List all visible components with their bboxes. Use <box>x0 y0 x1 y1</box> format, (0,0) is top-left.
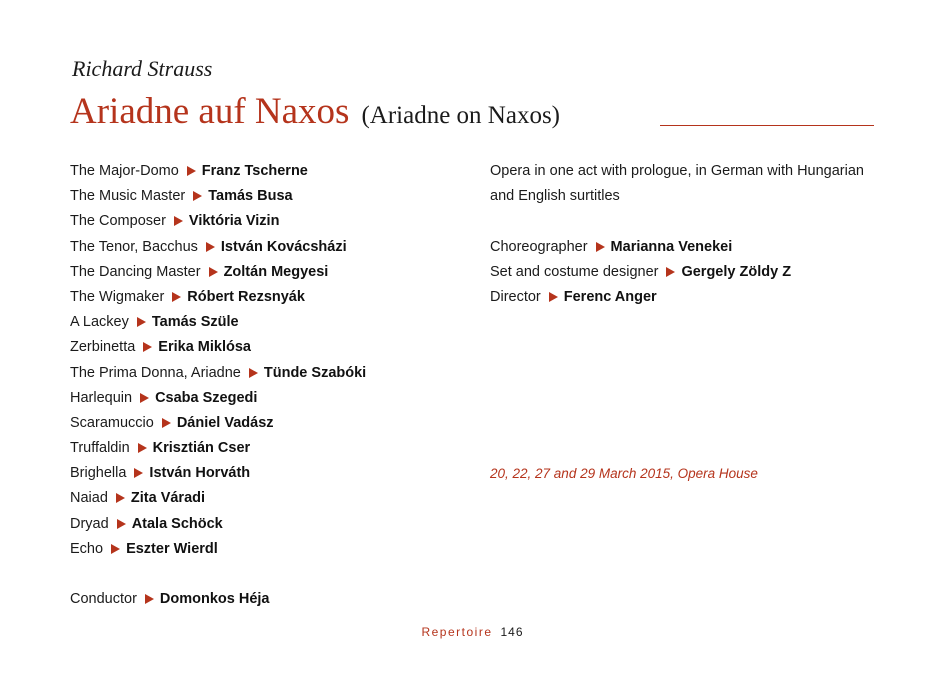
opera-subtitle: (Ariadne on Naxos) <box>361 102 561 129</box>
spacer <box>490 361 890 386</box>
credit-row <box>490 235 890 260</box>
opera-description: Opera in one act with prologue, in German with Hungarian and English surtitles <box>490 163 864 205</box>
arrow-right-icon <box>193 191 202 201</box>
credit-name: Ferenc Anger <box>563 288 657 305</box>
cast-row <box>70 436 470 461</box>
cast-name: Eszter Wierdl <box>126 540 218 557</box>
cast-role: Harlequin <box>70 389 133 406</box>
arrow-right-icon <box>549 292 558 302</box>
cast-name: Zita Váradi <box>130 490 206 507</box>
conductor-row <box>70 587 470 612</box>
arrow-right-icon <box>134 468 143 478</box>
cast-role: Zerbinetta <box>70 339 136 356</box>
arrow-right-icon <box>137 317 146 327</box>
spacer <box>490 310 890 335</box>
cast-row <box>70 486 470 511</box>
cast-row <box>70 512 470 537</box>
credit-row <box>490 260 890 285</box>
arrow-right-icon <box>596 242 605 252</box>
cast-name: Dániel Vadász <box>176 414 274 431</box>
cast-name: Tamás Busa <box>208 188 293 205</box>
credit-role: Director <box>490 288 541 305</box>
page-number: 146 <box>500 625 524 639</box>
spacer <box>490 335 890 360</box>
credit-role: Choreographer <box>490 238 588 255</box>
cast-row <box>70 310 470 335</box>
cast-row <box>70 260 470 285</box>
title-row <box>70 90 875 136</box>
spacer <box>490 209 890 234</box>
title-divider <box>660 125 874 126</box>
cast-name: Erika Miklósa <box>158 339 251 356</box>
spacer <box>490 411 890 436</box>
arrow-right-icon <box>111 544 120 554</box>
page-footer <box>0 625 945 639</box>
cast-name: Zoltán Megyesi <box>223 263 329 280</box>
cast-row <box>70 361 470 386</box>
credit-row <box>490 285 890 310</box>
arrow-right-icon <box>143 342 152 352</box>
cast-name: Franz Tscherne <box>201 163 308 179</box>
arrow-right-icon <box>145 594 154 604</box>
arrow-right-icon <box>174 216 183 226</box>
arrow-right-icon <box>666 267 675 277</box>
arrow-right-icon <box>138 443 147 453</box>
cast-role: The Music Master <box>70 188 186 205</box>
spacer <box>490 386 890 411</box>
cast-name: István Horváth <box>149 465 251 482</box>
cast-row <box>70 386 470 411</box>
conductor-name: Domonkos Héja <box>159 591 270 608</box>
arrow-right-icon <box>172 292 181 302</box>
arrow-right-icon <box>206 242 215 252</box>
arrow-right-icon <box>249 368 258 378</box>
conductor-role: Conductor <box>70 591 137 608</box>
opera-title: Ariadne auf Naxos <box>70 91 350 132</box>
cast-role: Truffaldin <box>70 440 130 457</box>
production-info <box>490 159 890 486</box>
cast-row <box>70 537 470 562</box>
performance-dates: 20, 22, 27 and 29 March 2015, Opera House <box>490 466 758 482</box>
cast-row <box>70 285 470 310</box>
cast-row <box>70 209 470 234</box>
cast-role: Naiad <box>70 490 108 507</box>
cast-name: István Kovácsházi <box>220 238 347 255</box>
cast-row <box>70 461 470 486</box>
cast-role: A Lackey <box>70 314 129 331</box>
cast-name: Viktória Vizin <box>188 213 280 230</box>
footer-section: Repertoire <box>421 625 493 639</box>
cast-name: Krisztián Cser <box>152 440 251 457</box>
arrow-right-icon <box>187 166 196 176</box>
arrow-right-icon <box>117 519 126 529</box>
cast-role: The Wigmaker <box>70 288 165 305</box>
cast-role: Scaramuccio <box>70 414 154 431</box>
composer-name: Richard Strauss <box>72 56 213 81</box>
arrow-right-icon <box>116 493 125 503</box>
credit-name: Gergely Zöldy Z <box>681 263 792 280</box>
cast-role: The Dancing Master <box>70 263 201 280</box>
spacer <box>490 436 890 461</box>
arrow-right-icon <box>140 393 149 403</box>
cast-role: Brighella <box>70 465 127 482</box>
cast-name: Róbert Rezsnyák <box>187 288 305 305</box>
cast-list <box>70 159 470 612</box>
cast-name: Atala Schöck <box>131 515 223 532</box>
cast-name: Tünde Szabóki <box>263 364 367 381</box>
cast-row <box>70 235 470 260</box>
spacer <box>70 562 470 587</box>
cast-row <box>70 335 470 360</box>
credit-name: Marianna Venekei <box>610 238 733 255</box>
arrow-right-icon <box>209 267 218 277</box>
credit-role: Set and costume designer <box>490 263 659 280</box>
cast-role: The Prima Donna, Ariadne <box>70 364 241 381</box>
cast-name: Csaba Szegedi <box>155 389 258 406</box>
arrow-right-icon <box>162 418 171 428</box>
cast-name: Tamás Szüle <box>151 314 239 331</box>
cast-role: The Tenor, Bacchus <box>70 238 198 255</box>
cast-role: Dryad <box>70 515 109 532</box>
cast-row <box>70 411 470 436</box>
cast-role: Echo <box>70 540 104 557</box>
cast-row <box>70 159 470 184</box>
cast-row <box>70 184 470 209</box>
cast-role: The Major-Domo <box>70 163 179 179</box>
cast-role: The Composer <box>70 213 166 230</box>
